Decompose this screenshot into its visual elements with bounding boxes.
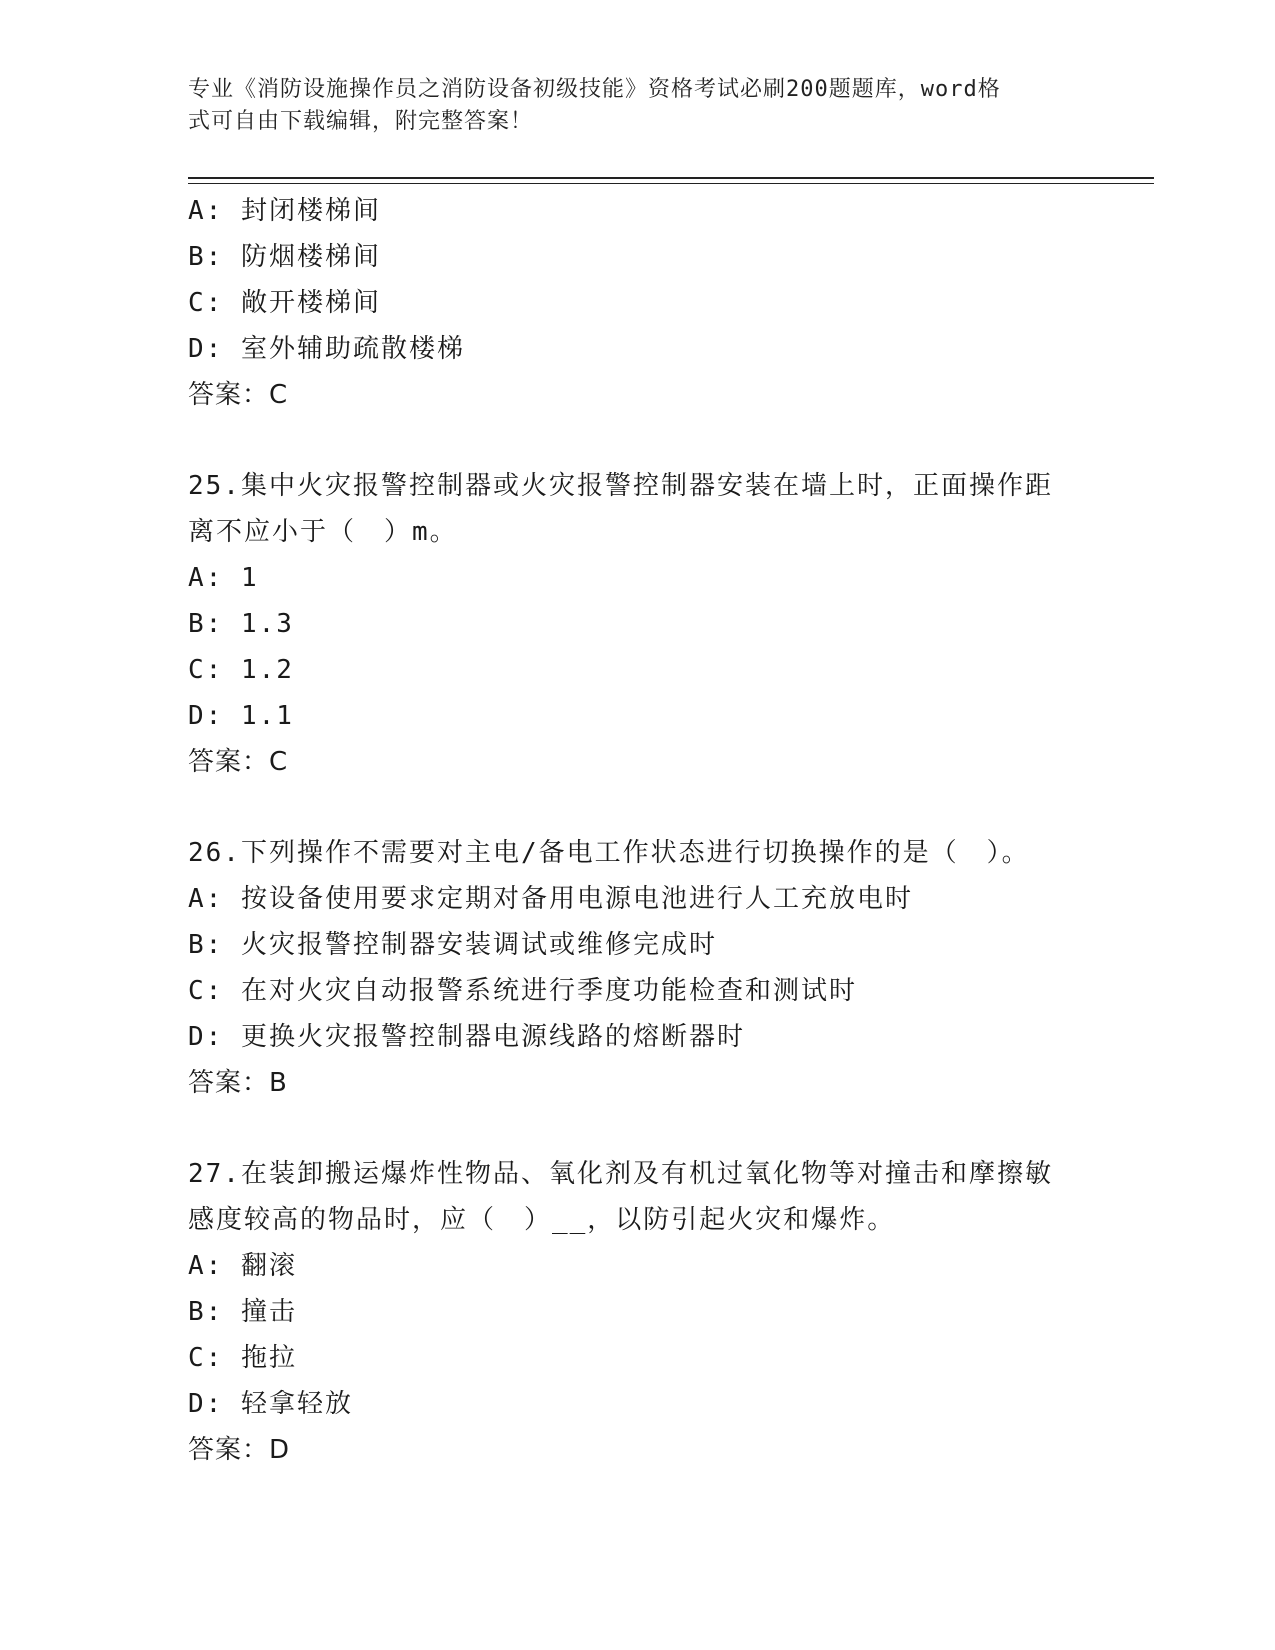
- question-24: [188, 188, 1088, 418]
- option-d: D: 室外辅助疏散楼梯: [188, 334, 465, 364]
- option-d: D: 更换火灾报警控制器电源线路的熔断器时: [188, 1022, 745, 1052]
- question-stem-line-2: 离不应小于（ ）m。: [188, 517, 458, 547]
- answer-label: 答案：D: [188, 1435, 291, 1465]
- option-a: A: 按设备使用要求定期对备用电源电池进行人工充放电时: [188, 884, 913, 914]
- option-c: C: 敞开楼梯间: [188, 288, 381, 318]
- option-a: A: 封闭楼梯间: [188, 196, 381, 226]
- question-stem-line-2: 感度较高的物品时，应（ ）__，以防引起火灾和爆炸。: [188, 1205, 896, 1235]
- answer-label: 答案：C: [188, 380, 289, 410]
- option-c: C: 1.2: [188, 655, 294, 685]
- option-a: A: 1: [188, 563, 259, 593]
- option-b: B: 火灾报警控制器安装调试或维修完成时: [188, 930, 717, 960]
- document-header: [188, 74, 1068, 138]
- option-c: C: 在对火灾自动报警系统进行季度功能检查和测试时: [188, 976, 857, 1006]
- spacer: [188, 1106, 1088, 1151]
- question-list: [188, 188, 1088, 1473]
- header-line-1: 专业《消防设施操作员之消防设备初级技能》资格考试必刷200题题库，word格: [188, 77, 1001, 102]
- option-d: D: 1.1: [188, 701, 294, 731]
- option-c: C: 拖拉: [188, 1343, 297, 1373]
- option-b: B: 撞击: [188, 1297, 297, 1327]
- answer-label: 答案：C: [188, 747, 289, 777]
- header-divider-thin: [188, 183, 1154, 184]
- option-b: B: 防烟楼梯间: [188, 242, 381, 272]
- question-stem-line-1: 25.集中火灾报警控制器或火灾报警控制器安装在墙上时，正面操作距: [188, 471, 1053, 501]
- option-a: A: 翻滚: [188, 1251, 297, 1281]
- answer-label: 答案：B: [188, 1068, 288, 1098]
- question-25: [188, 463, 1088, 785]
- spacer: [188, 785, 1088, 830]
- header-line-2: 式可自由下载编辑，附完整答案！: [188, 109, 534, 134]
- question-stem-line-1: 26.下列操作不需要对主电/备电工作状态进行切换操作的是（ ）。: [188, 838, 1030, 868]
- header-divider-thick: [188, 177, 1154, 179]
- spacer: [188, 418, 1088, 463]
- question-27: [188, 1151, 1088, 1473]
- question-stem-line-1: 27.在装卸搬运爆炸性物品、氧化剂及有机过氧化物等对撞击和摩擦敏: [188, 1159, 1053, 1189]
- option-b: B: 1.3: [188, 609, 294, 639]
- option-d: D: 轻拿轻放: [188, 1389, 353, 1419]
- question-26: [188, 830, 1088, 1106]
